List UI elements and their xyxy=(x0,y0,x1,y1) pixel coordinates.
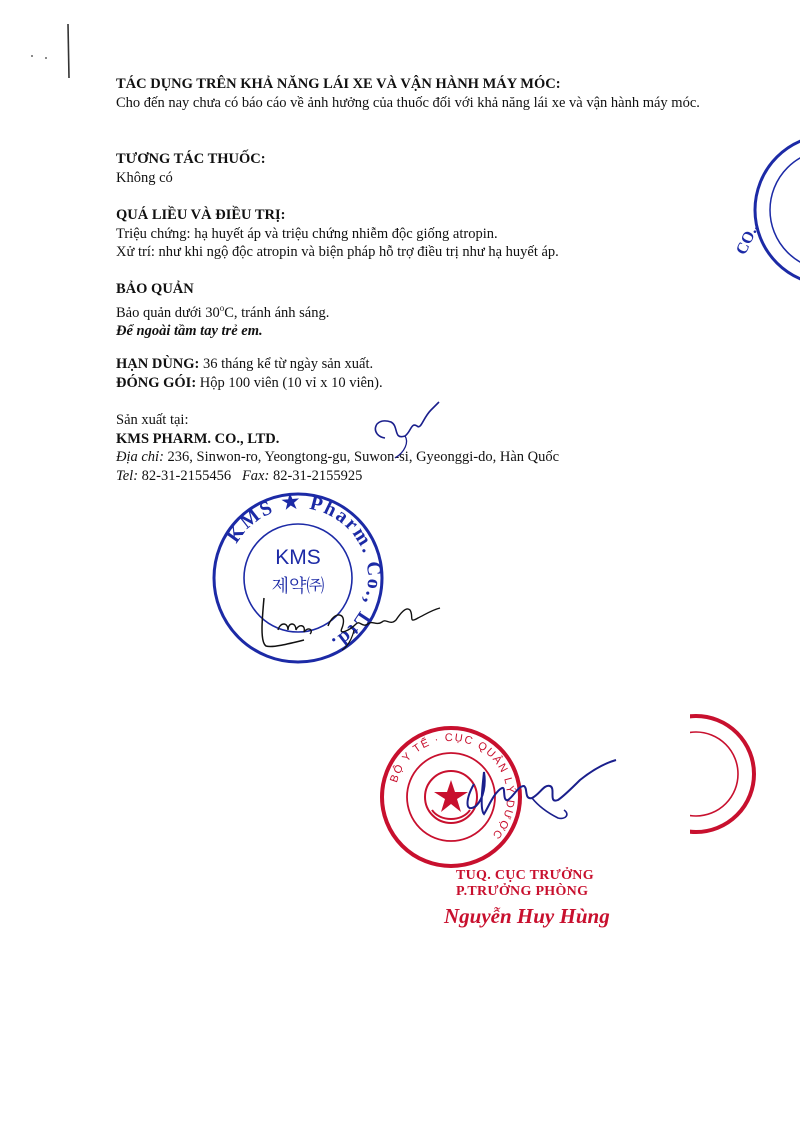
text-storage xyxy=(116,299,756,322)
storage-temp-text-after: C, tránh ánh sáng. xyxy=(224,304,330,321)
text-interactions: Không có xyxy=(116,169,173,186)
tel-value: 82-31-2155456 xyxy=(138,467,232,484)
seal-center-text: KMS xyxy=(275,546,321,569)
heading-interactions: TƯƠNG TÁC THUỐC: xyxy=(116,151,266,167)
fax-label: Fax: xyxy=(241,467,270,484)
section-interactions xyxy=(116,150,756,187)
approver-name: Nguyễn Huy Hùng xyxy=(444,904,610,928)
packaging-line xyxy=(116,374,756,393)
kms-director-signature xyxy=(258,590,448,660)
heading-storage: BẢO QUẢN xyxy=(116,281,194,297)
heading-overdose: QUÁ LIỀU VÀ ĐIỀU TRỊ: xyxy=(116,207,286,223)
seal-ring-text: KMS ★ Pharm. Co., Ltd. xyxy=(222,490,386,656)
moh-seal-ring-text: BỘ Y TẾ · CỤC QUẢN LÝ DƯỢC xyxy=(388,731,517,842)
storage-warning: Để ngoài tầm tay trẻ em. xyxy=(116,322,263,339)
shelf-life-line xyxy=(116,355,756,374)
packaging-value: Hộp 100 viên (10 vỉ x 10 viên). xyxy=(196,374,383,391)
text-overdose-treatment: Xử trí: như khi ngộ độc atropin và biện pháp hỗ trợ điều trị như hạ huyết áp. xyxy=(116,244,559,260)
address-value: 236, Sinwon-ro, Yeongtong-gu, Suwon-si, Gyeonggi-do, Hàn Quốc xyxy=(163,449,560,465)
tel-label: Tel: xyxy=(116,467,139,484)
packaging-label: ĐÓNG GÓI: xyxy=(116,374,197,391)
manufacturer-initial-signature xyxy=(365,396,445,466)
manufacturer-intro: Sản xuất tại: xyxy=(116,412,189,428)
manufacturer-contact-line xyxy=(116,467,756,486)
manufacturer-name: KMS PHARM. CO., LTD. xyxy=(116,430,280,447)
fax-value: 82-31-2155925 xyxy=(269,467,363,484)
partial-blue-seal-right xyxy=(700,130,800,290)
section-overdose xyxy=(116,206,756,262)
degree-mark: o xyxy=(219,302,225,313)
seal-korean-text: 제약㈜ xyxy=(271,576,325,597)
text-driving: Cho đến nay chưa có báo cáo về ảnh hưởng của thuốc đối với khả năng lái xe và vận hành máy móc. xyxy=(116,94,700,111)
partial-red-seal-right xyxy=(690,710,770,840)
section-shelf-packaging xyxy=(116,355,756,392)
text-overdose-symptoms: Triệu chứng: hạ huyết áp và triệu chứng nhiễm độc giống atropin. xyxy=(116,225,498,242)
scan-marks xyxy=(20,20,80,90)
approval-title-line1: TUQ. CỤC TRƯỞNG xyxy=(456,868,594,883)
storage-temp-text: Bảo quản dưới 30 xyxy=(116,304,220,321)
section-driving xyxy=(116,75,756,112)
address-label: Địa chỉ: xyxy=(116,449,164,465)
approver-signature xyxy=(440,754,620,834)
shelf-life-label: HẠN DÙNG: xyxy=(116,356,200,372)
shelf-life-value: 36 tháng kể từ ngày sản xuất. xyxy=(199,356,374,372)
heading-driving: TÁC DỤNG TRÊN KHẢ NĂNG LÁI XE VÀ VẬN HÀNH MÁY MÓC: xyxy=(116,76,561,92)
approval-title-line2: P.TRƯỞNG PHÒNG xyxy=(456,884,589,899)
section-storage xyxy=(116,280,756,340)
svg-text:CO.,: CO., xyxy=(733,221,762,258)
